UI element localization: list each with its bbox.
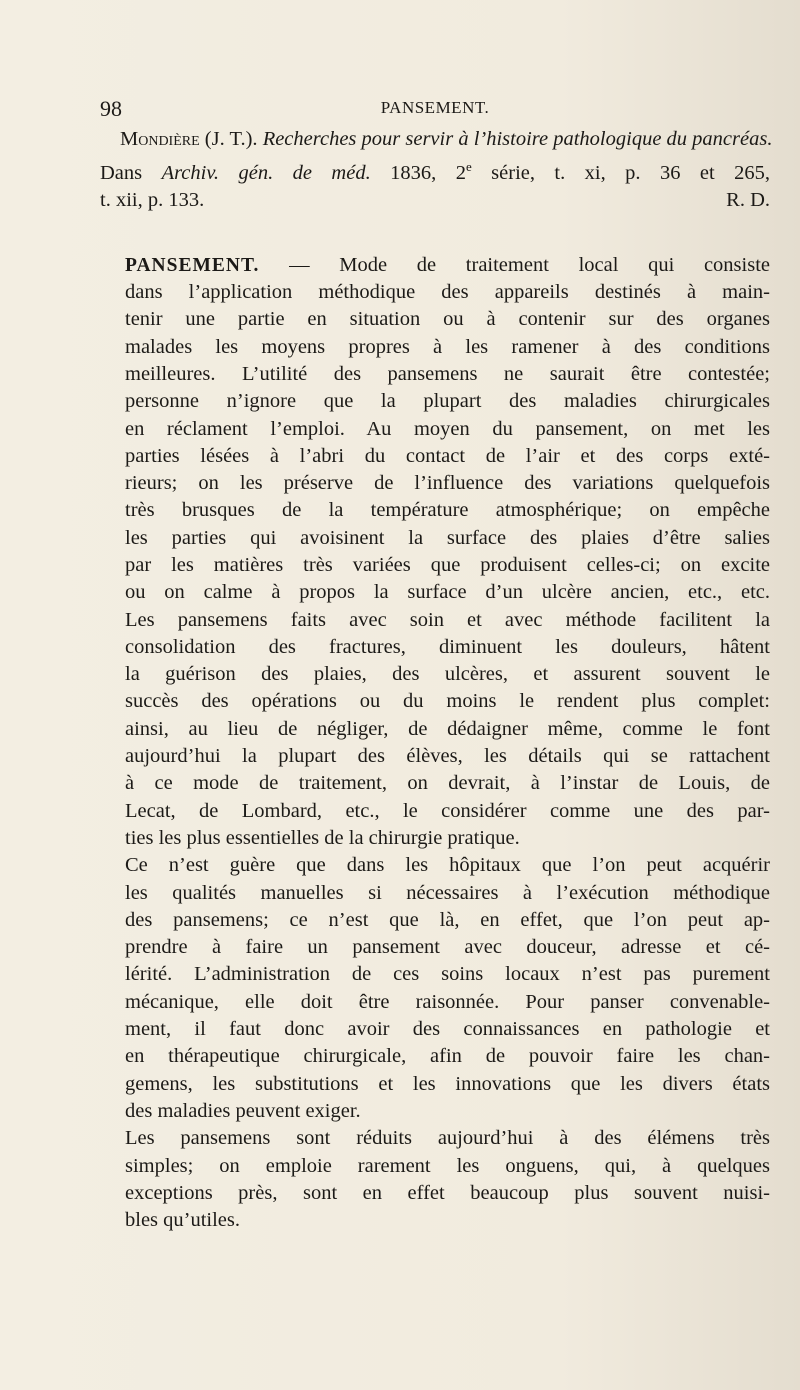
ref-journal: Archiv. gén. de méd. xyxy=(161,162,371,185)
ref-signature: R. D. xyxy=(726,189,770,212)
text-line: exceptions près, sont en effet beaucoup plus souvent nuisi- xyxy=(125,1181,770,1204)
text-line: la guérison des plaies, des ulcères, et assurent souvent le xyxy=(125,663,770,686)
ref-volume: t. xii, p. 133. xyxy=(100,189,205,212)
text-line: personne n’ignore que la plupart des maladies chirurgicales xyxy=(125,390,770,413)
text-line: Les pansemens faits avec soin et avec méthode facilitent la xyxy=(125,608,770,631)
text-line: ment, il faut donc avoir des connaissances en pathologie et xyxy=(125,1018,770,1041)
text-line: par les matières très variées que produisent celles-ci; on excite xyxy=(125,553,770,576)
article-paragraph-2 xyxy=(100,852,770,1125)
text-line: ainsi, au lieu de négliger, de dédaigner même, comme le font xyxy=(125,717,770,740)
text-line-rest: — Mode de traitement local qui consiste xyxy=(259,253,770,276)
running-title: PANSEMENT. xyxy=(380,98,490,117)
text-line: Les pansemens sont réduits aujourd’hui à des élémens très xyxy=(125,1127,770,1150)
text-line: très brusques de la température atmosphérique; on empêche xyxy=(125,499,770,522)
ref-details: 1836, 2e série, t. xi, p. 36 et 265, xyxy=(370,159,771,185)
text-line: Ce n’est guère que dans les hôpitaux que l’on peut acquérir xyxy=(125,854,770,877)
ref-line-2 xyxy=(100,153,770,187)
page-number: 98 xyxy=(100,96,122,121)
text-line: consolidation des fractures, diminuent les douleurs, hâtent xyxy=(125,635,770,658)
ref-author: Mondière xyxy=(120,128,200,150)
article-paragraph-1 xyxy=(100,252,770,853)
article-paragraph-3 xyxy=(100,1125,770,1234)
ref-line-3 xyxy=(100,187,770,214)
text-line: lérité. L’administration de ces soins locaux n’est pas purement xyxy=(125,963,770,986)
text-line: tenir une partie en situation ou à contenir sur des organes xyxy=(125,308,770,331)
text-line: gemens, les substitutions et les innovations que les divers états xyxy=(125,1072,770,1095)
bibliography-entry xyxy=(100,126,773,153)
ref-line-1 xyxy=(100,126,773,153)
text-line: rieurs; on les préserve de l’influence des variations quelquefois xyxy=(125,472,770,495)
text-line: ties les plus essentielles de la chirurgie pratique. xyxy=(125,826,520,849)
ref-title: Recherches pour servir à l’histoire pathologique du pancréas. xyxy=(262,128,773,150)
text-line: des maladies peuvent exiger. xyxy=(125,1099,361,1122)
text-line: Lecat, de Lombard, etc., le considérer comme une des par- xyxy=(125,799,770,822)
text-line: les parties qui avoisinent la surface des plaies d’être salies xyxy=(125,526,770,549)
text-line: des pansemens; ce n’est que là, en effet, que l’on peut ap- xyxy=(125,908,770,931)
running-head xyxy=(100,96,770,126)
text-line: bles qu’utiles. xyxy=(125,1209,241,1232)
text-line: malades les moyens propres à les ramener à des conditions xyxy=(125,335,770,358)
text-line xyxy=(100,252,770,279)
text-line: mécanique, elle doit être raisonnée. Pour panser convenable- xyxy=(125,990,770,1013)
ref-author-initials: (J. T.). xyxy=(199,128,263,150)
text-line: meilleures. L’utilité des pansemens ne saurait être contestée; xyxy=(125,362,770,385)
text-line: dans l’application méthodique des appareils destinés à main- xyxy=(125,281,770,304)
bibliography-entry-cont xyxy=(100,153,770,214)
section-gap xyxy=(100,215,770,252)
ref-in: Dans xyxy=(100,162,162,185)
body-text xyxy=(100,126,773,1234)
text-line: à ce mode de traitement, on devrait, à l’instar de Louis, de xyxy=(125,772,770,795)
text-line: aujourd’hui la plupart des élèves, les détails qui se rattachent xyxy=(125,745,770,768)
text-line: en réclament l’emploi. Au moyen du pansement, on met les xyxy=(125,417,770,440)
text-line: succès des opérations ou du moins le rendent plus complet: xyxy=(125,690,770,713)
text-line: ou on calme à propos la surface d’un ulcère ancien, etc., etc. xyxy=(125,581,770,604)
text-line: simples; on emploie rarement les onguens, qui, à quelques xyxy=(125,1154,770,1177)
text-line: parties lésées à l’abri du contact de l’air et des corps exté- xyxy=(125,444,770,467)
text-line: prendre à faire un pansement avec douceur, adresse et cé- xyxy=(125,936,770,959)
headword: PANSEMENT. xyxy=(125,254,260,276)
text-line: en thérapeutique chirurgicale, afin de pouvoir faire les chan- xyxy=(125,1045,770,1068)
text-line: les qualités manuelles si nécessaires à l’exécution méthodique xyxy=(125,881,770,904)
